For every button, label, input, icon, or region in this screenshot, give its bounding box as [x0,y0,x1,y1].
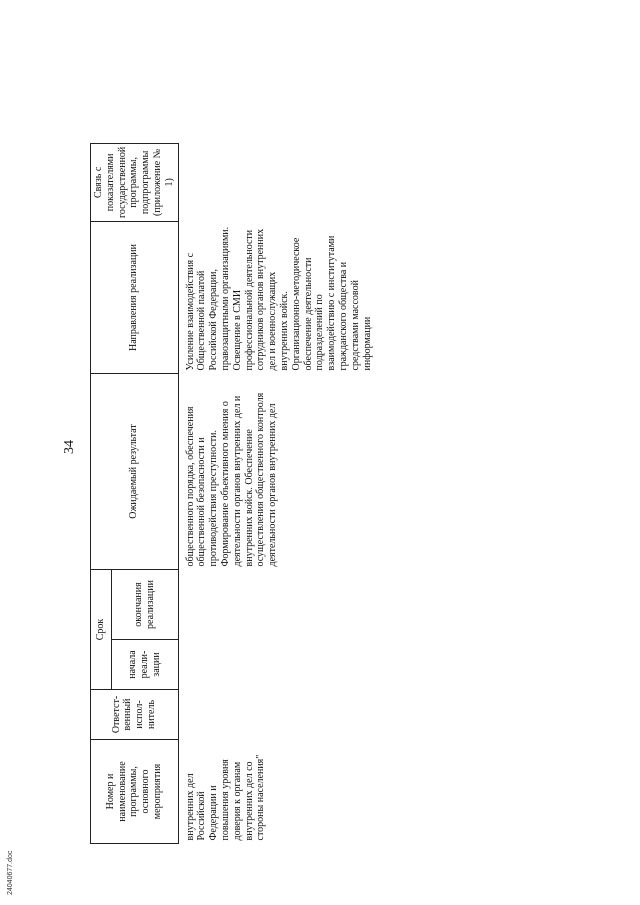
measures-table [90,143,578,844]
rotated-page [50,32,610,862]
cell-term-end [178,570,578,640]
header-term-start: начала реали-зации [112,640,178,690]
footer-doc-code: 24040677.doc [7,850,14,895]
header-responsible: Ответст-венный испол-нитель [91,690,179,740]
header-directions: Направления реализации [91,222,179,374]
cell-term-start [178,640,578,690]
header-term-end: окончания реализации [112,570,178,640]
header-link: Связь с показателями государственной программы, подпрограммы (приложение № 1) [91,143,179,221]
cell-link [178,143,578,221]
header-expected-result: Ожидаемый результат [91,374,179,570]
cell-directions: Усиление взаимодействия с Общественной палатой Российской Федерации, правозащитными организациями. Освещение в СМИ профессиональной деятельности сотрудников органов внутренних дел и военнослужащих внутренних войск. Организационно-методическое обеспечение деятельности подразделений по взаимодействию с институтами гражданского общества и средствами массовой информации [184,226,373,371]
cell-program: внутренних дел Российской Федерации и повышения уровня доверия к органам внутренних дел со стороны населения" [184,754,267,841]
cell-responsible [178,690,578,740]
header-term: Срок [91,570,112,690]
header-program: Номер и наименование программы, основного мероприятия [91,740,179,844]
page-number: 34 [62,440,77,454]
cell-expected-result: общественного порядка, обеспечения общественной безопасности и противодействия преступности. Формирование объективного мнения о деятельности органов внутренних дел и внутренних войск. Обеспечение осуществления общественного контроля деятельности органов внутренних дел [184,392,279,567]
